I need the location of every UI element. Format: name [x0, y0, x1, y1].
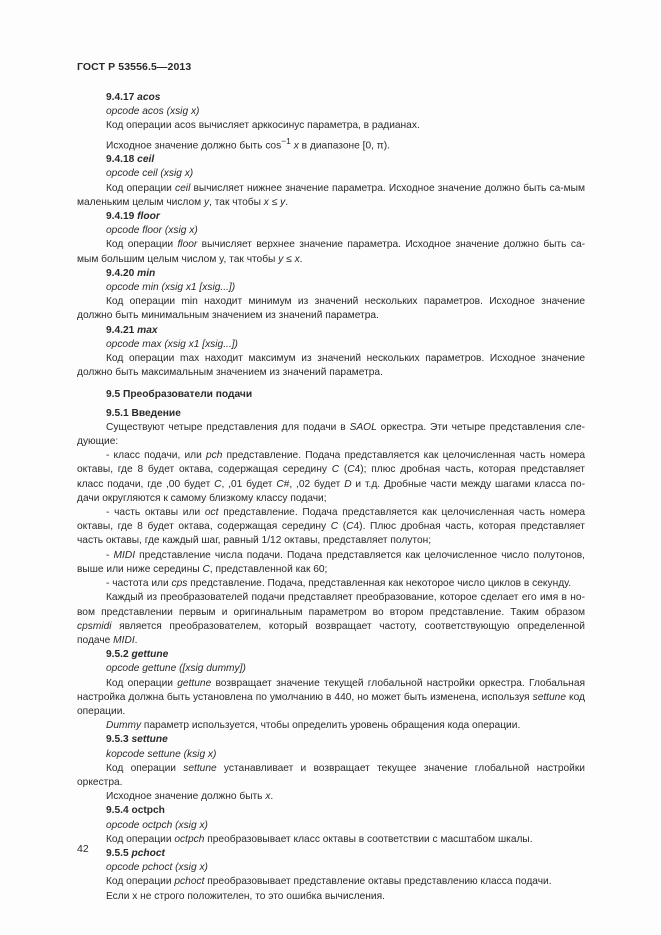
- paragraph: kopcode settune (ksig x): [106, 748, 217, 760]
- paragraph: - частота или cps представление. Подача, представленная как некоторое число циклов в секунду.: [106, 578, 572, 590]
- section-heading: 9.5.4 octpch: [106, 805, 165, 817]
- paragraph: opcode min (xsig x1 [xsig...]): [106, 282, 236, 294]
- paragraph: Существуют четыре представления для подачи в SAOL оркестра. Эти четыре представления сле-дующие:: [77, 421, 586, 448]
- paragraph: opcode floor (xsig x): [106, 225, 198, 237]
- paragraph: Если x не строго положителен, то это ошибка вычисления.: [106, 890, 385, 902]
- paragraph: opcode gettune ([xsig dummy]): [106, 663, 246, 675]
- paragraph: Код операции ceil вычисляет нижнее значение параметра. Исходное значение должно быть са-мым маленьким целым числом y, так чтобы x ≤ y.: [77, 182, 585, 208]
- paragraph: opcode acos (xsig x): [106, 106, 200, 118]
- paragraph: opcode ceil (xsig x): [106, 168, 194, 180]
- paragraph: Код операции octpch преобразовывает класс октавы в соответствии с масштабом шкалы.: [106, 833, 533, 845]
- paragraph: Код операции pchoct преобразовывает представление октавы представлению класса подачи.: [106, 876, 552, 888]
- section-heading: 9.4.21 max: [106, 324, 158, 336]
- paragraph: Код операции min находит минимум из значений нескольких параметров. Исходное значение должно быть минимальным значением из значений параметра.: [77, 296, 585, 322]
- paragraph: Код операции gettune возвращает значение текущей глобальной настройки оркестра. Глобальная настройка должна быть установлена по умолчанию в 440, но может быть изменена, используя settune код операции.: [77, 677, 585, 717]
- page-number: 42: [77, 843, 89, 855]
- section-heading: 9.4.20 min: [106, 267, 156, 279]
- section-heading: 9.4.17 acos: [106, 92, 161, 103]
- paragraph: Код операции acos вычисляет арккосинус параметра, в радианах.: [106, 120, 420, 132]
- paragraph: opcode max (xsig x1 [xsig...]): [106, 338, 238, 350]
- section-heading: 9.4.19 floor: [106, 211, 160, 223]
- section-heading: 9.4.18 ceil: [106, 154, 155, 166]
- section-heading: 9.5.3 settune: [106, 734, 168, 746]
- section-heading: 9.5 Преобразователи подачи: [106, 389, 253, 401]
- section-heading: 9.5.1 Введение: [106, 407, 181, 419]
- paragraph: - класс подачи, или pch представление. Подача представляется как целочисленная часть номера октавы, где 8 будет октава, содержащая середину C (C4); плюс дробная часть, которая представляет класс подачи, где ,00 будет C, ,01 будет C#, ,02 будет D и т.д. Дробные части между шагами класса по-дачи округляются к самому близкому классу подачи;: [77, 450, 585, 504]
- paragraph: Код операции max находит максимум из значений нескольких параметров. Исходное значение должно быть максимальным значением из значений параметра.: [77, 353, 585, 379]
- paragraph: Исходное значение должно быть x.: [106, 791, 274, 803]
- paragraph: Каждый из преобразователей подачи представляет преобразование, которое сделает его имя в но-вом представлении первым и оригинальным параметром во втором представление. Таким образом cpsmidi является преобразователем, который возвращает частоту, соответствующую определенной подаче MIDI.: [77, 592, 585, 646]
- paragraph: - MIDI представление числа подачи. Подача представляется как целочисленное число полутонов, выше или ниже середины C, представленной как 60;: [77, 549, 585, 575]
- document-body: [77, 91, 585, 904]
- paragraph: Код операции floor вычисляет верхнее значение параметра. Исходное значение должно быть са-мым большим целым числом y, так чтобы y ≤ x.: [77, 239, 585, 265]
- section-heading: 9.5.2 gettune: [106, 649, 169, 661]
- section-heading: 9.5.5 pchoct: [106, 847, 165, 859]
- paragraph: Исходное значение должно быть $\cos^{-1} x$ в диапазоне [0, π).: [106, 135, 391, 151]
- document-header: ГОСТ Р 53556.5—2013: [77, 61, 192, 73]
- paragraph: Код операции settune устанавливает и возвращает текущее значение глобальной настройки оркестра.: [77, 762, 585, 788]
- paragraph: - часть октавы или oct представление. Подача представляется как целочисленная часть номера октавы, где 8 будет октава, содержащая середину C (C4). Плюс дробная часть, которая представляет часть октавы, где каждый шаг, равный 1/12 октавы, представляет полутон;: [77, 507, 585, 547]
- paragraph: opcode pchoct (xsig x): [106, 862, 208, 874]
- paragraph: Dummy параметр используется, чтобы определить уровень обращения кода операции.: [106, 720, 521, 732]
- paragraph: opcode octpch (xsig x): [106, 819, 208, 831]
